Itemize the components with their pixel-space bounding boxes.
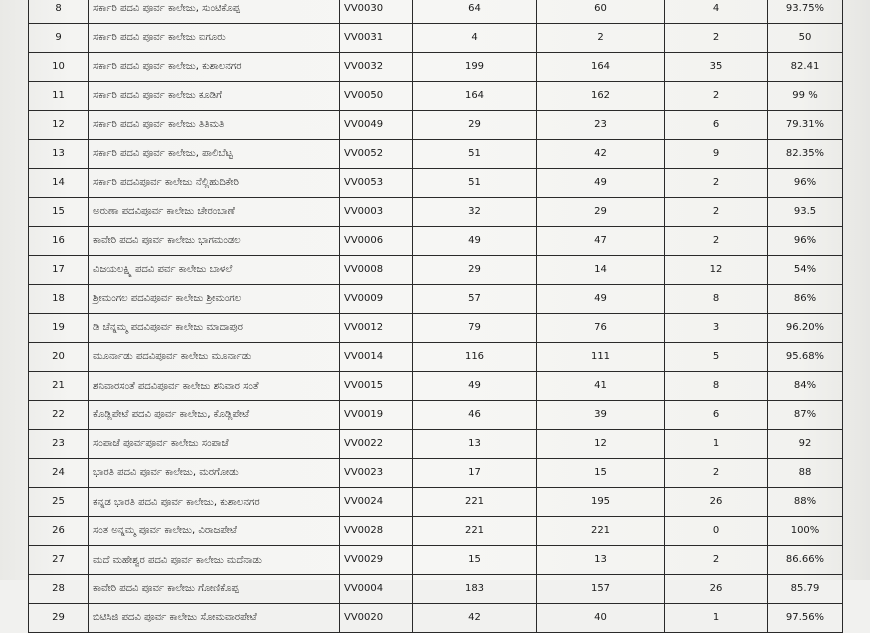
table-row	[29, 198, 843, 227]
serial-number-cell: 20	[29, 343, 89, 372]
college-name-cell: ಸಂಪಾಜೆ ಪೂರ್ವಪೂರ್ವ ಕಾಲೇಜು ಸಂಪಾಜೆ	[89, 430, 340, 459]
college-name-cell: ಸರ್ಕಾರಿ ಪದವಿಪೂರ್ವ ಕಾಲೇಜು ನೆಲ್ಲಿಹುದಿಕೇರಿ	[89, 169, 340, 198]
appeared-count-cell: 116	[413, 343, 537, 372]
results-table	[28, 0, 843, 633]
college-name-cell: ಭಾರತಿ ಪದವಿ ಪೂರ್ವ ಕಾಲೇಜು, ಮರಗೋಡು	[89, 459, 340, 488]
serial-number-cell: 24	[29, 459, 89, 488]
passed-count-cell: 47	[537, 227, 665, 256]
college-name-cell: ಕಾವೇರಿ ಪದವಿ ಪೂರ್ವ ಕಾಲೇಜು ಭಾಗಮಂಡಲ	[89, 227, 340, 256]
college-code-cell: VV0031	[340, 24, 413, 53]
passed-count-cell: 14	[537, 256, 665, 285]
failed-count-cell: 12	[665, 256, 768, 285]
serial-number-cell: 9	[29, 24, 89, 53]
college-name-cell: ಬಿಟಿಸಿಜಿ ಪದವಿ ಪೂರ್ವ ಕಾಲೇಜು ಸೋಮವಾರಪೇಟೆ	[89, 604, 340, 633]
college-name-cell: ಸಂತ ಅನ್ನಮ್ಮ ಪೂರ್ವ ಕಾಲೇಜು, ವಿರಾಜಪೇಟೆ	[89, 517, 340, 546]
table-row	[29, 227, 843, 256]
serial-number-cell: 11	[29, 82, 89, 111]
serial-number-cell: 13	[29, 140, 89, 169]
appeared-count-cell: 221	[413, 488, 537, 517]
appeared-count-cell: 57	[413, 285, 537, 314]
college-code-cell: VV0029	[340, 546, 413, 575]
pass-percentage-cell: 95.68%	[768, 343, 843, 372]
passed-count-cell: 157	[537, 575, 665, 604]
passed-count-cell: 39	[537, 401, 665, 430]
serial-number-cell: 21	[29, 372, 89, 401]
failed-count-cell: 6	[665, 401, 768, 430]
college-code-cell: VV0022	[340, 430, 413, 459]
table-row	[29, 372, 843, 401]
college-code-cell: VV0009	[340, 285, 413, 314]
college-name-cell: ಸರ್ಕಾರಿ ಪದವಿ ಪೂರ್ವ ಕಾಲೇಜು ಐಗೂರು	[89, 24, 340, 53]
pass-percentage-cell: 93.5	[768, 198, 843, 227]
college-name-cell: ಕಾವೇರಿ ಪದವಿ ಪೂರ್ವ ಕಾಲೇಜು ಗೋಣಿಕೊಪ್ಪ	[89, 575, 340, 604]
failed-count-cell: 6	[665, 111, 768, 140]
appeared-count-cell: 29	[413, 111, 537, 140]
pass-percentage-cell: 86.66%	[768, 546, 843, 575]
appeared-count-cell: 183	[413, 575, 537, 604]
college-name-cell: ಸರ್ಕಾರಿ ಪದವಿ ಪೂರ್ವ ಕಾಲೇಜು ತಿತಿಮತಿ	[89, 111, 340, 140]
passed-count-cell: 221	[537, 517, 665, 546]
pass-percentage-cell: 82.35%	[768, 140, 843, 169]
failed-count-cell: 2	[665, 227, 768, 256]
serial-number-cell: 18	[29, 285, 89, 314]
college-name-cell: ಶನಿವಾರಸಂತೆ ಪದವಿಪೂರ್ವ ಕಾಲೇಜು ಶನಿವಾರ ಸಂತೆ	[89, 372, 340, 401]
college-name-cell: ಸರ್ಕಾರಿ ಪದವಿ ಪೂರ್ವ ಕಾಲೇಜು, ಪಾಲಿಬೆಟ್ಟ	[89, 140, 340, 169]
failed-count-cell: 5	[665, 343, 768, 372]
appeared-count-cell: 42	[413, 604, 537, 633]
passed-count-cell: 40	[537, 604, 665, 633]
pass-percentage-cell: 100%	[768, 517, 843, 546]
appeared-count-cell: 164	[413, 82, 537, 111]
table-row	[29, 111, 843, 140]
appeared-count-cell: 221	[413, 517, 537, 546]
failed-count-cell: 4	[665, 0, 768, 24]
table-row	[29, 314, 843, 343]
failed-count-cell: 26	[665, 488, 768, 517]
college-code-cell: VV0008	[340, 256, 413, 285]
appeared-count-cell: 17	[413, 459, 537, 488]
pass-percentage-cell: 93.75%	[768, 0, 843, 24]
passed-count-cell: 49	[537, 285, 665, 314]
college-code-cell: VV0019	[340, 401, 413, 430]
college-name-cell: ವಿಜಯಲಕ್ಷ್ಮಿ ಪದವಿ ಪರ್ವ ಕಾಲೇಜು ಬಾಳಲೆ	[89, 256, 340, 285]
passed-count-cell: 29	[537, 198, 665, 227]
appeared-count-cell: 79	[413, 314, 537, 343]
college-code-cell: VV0028	[340, 517, 413, 546]
passed-count-cell: 162	[537, 82, 665, 111]
college-code-cell: VV0006	[340, 227, 413, 256]
college-code-cell: VV0003	[340, 198, 413, 227]
failed-count-cell: 1	[665, 430, 768, 459]
pass-percentage-cell: 87%	[768, 401, 843, 430]
appeared-count-cell: 32	[413, 198, 537, 227]
table-row	[29, 604, 843, 633]
pass-percentage-cell: 86%	[768, 285, 843, 314]
passed-count-cell: 76	[537, 314, 665, 343]
passed-count-cell: 49	[537, 169, 665, 198]
failed-count-cell: 35	[665, 53, 768, 82]
pass-percentage-cell: 54%	[768, 256, 843, 285]
failed-count-cell: 26	[665, 575, 768, 604]
table-row	[29, 459, 843, 488]
college-code-cell: VV0020	[340, 604, 413, 633]
serial-number-cell: 17	[29, 256, 89, 285]
failed-count-cell: 0	[665, 517, 768, 546]
college-name-cell: ಮೂರ್ನಾಡು ಪದವಿಪೂರ್ವ ಕಾಲೇಜು ಮೂರ್ನಾಡು	[89, 343, 340, 372]
failed-count-cell: 1	[665, 604, 768, 633]
table-row	[29, 0, 843, 24]
college-name-cell: ಅರುಣಾ ಪದವಿಪೂರ್ವ ಕಾಲೇಜು ಚೇರಂಬಾಣೆ	[89, 198, 340, 227]
pass-percentage-cell: 88%	[768, 488, 843, 517]
college-name-cell: ಸರ್ಕಾರಿ ಪದವಿ ಪೂರ್ವ ಕಾಲೇಜು, ಸುಂಟಿಕೊಪ್ಪ	[89, 0, 340, 24]
college-name-cell: ಮದೆ ಮಹೇಶ್ವರ ಪದವಿ ಪೂರ್ವ ಕಾಲೇಜು ಮದೆನಾಡು	[89, 546, 340, 575]
passed-count-cell: 12	[537, 430, 665, 459]
pass-percentage-cell: 96%	[768, 227, 843, 256]
table-row	[29, 140, 843, 169]
serial-number-cell: 10	[29, 53, 89, 82]
failed-count-cell: 8	[665, 285, 768, 314]
college-name-cell: ಸರ್ಕಾರಿ ಪದವಿ ಪೂರ್ವ ಕಾಲೇಜು ಕೂಡಿಗೆ	[89, 82, 340, 111]
appeared-count-cell: 15	[413, 546, 537, 575]
table-row	[29, 82, 843, 111]
passed-count-cell: 13	[537, 546, 665, 575]
table-row	[29, 488, 843, 517]
college-code-cell: VV0032	[340, 53, 413, 82]
passed-count-cell: 60	[537, 0, 665, 24]
college-code-cell: VV0053	[340, 169, 413, 198]
passed-count-cell: 23	[537, 111, 665, 140]
college-code-cell: VV0014	[340, 343, 413, 372]
appeared-count-cell: 49	[413, 227, 537, 256]
pass-percentage-cell: 82.41	[768, 53, 843, 82]
college-name-cell: ಕನ್ನಡ ಭಾರತಿ ಪದವಿ ಪೂರ್ವ ಕಾಲೇಜು, ಕುಶಾಲನಗರ	[89, 488, 340, 517]
results-table-body	[29, 0, 843, 633]
passed-count-cell: 15	[537, 459, 665, 488]
college-code-cell: VV0015	[340, 372, 413, 401]
table-row	[29, 546, 843, 575]
pass-percentage-cell: 84%	[768, 372, 843, 401]
table-row	[29, 575, 843, 604]
passed-count-cell: 2	[537, 24, 665, 53]
college-code-cell: VV0052	[340, 140, 413, 169]
table-row	[29, 430, 843, 459]
pass-percentage-cell: 96.20%	[768, 314, 843, 343]
serial-number-cell: 23	[29, 430, 89, 459]
serial-number-cell: 8	[29, 0, 89, 24]
college-name-cell: ಶ್ರೀಮಂಗಲ ಪದವಿಪೂರ್ವ ಕಾಲೇಜು ಶ್ರೀಮಂಗಲ	[89, 285, 340, 314]
table-row	[29, 53, 843, 82]
serial-number-cell: 28	[29, 575, 89, 604]
college-code-cell: VV0050	[340, 82, 413, 111]
table-row	[29, 517, 843, 546]
college-name-cell: ಡಿ ಚೆನ್ನಮ್ಮ ಪದವಿಪೂರ್ವ ಕಾಲೇಜು ಮಾದಾಪುರ	[89, 314, 340, 343]
college-code-cell: VV0049	[340, 111, 413, 140]
failed-count-cell: 2	[665, 169, 768, 198]
table-row	[29, 285, 843, 314]
passed-count-cell: 111	[537, 343, 665, 372]
table-row	[29, 256, 843, 285]
appeared-count-cell: 51	[413, 169, 537, 198]
appeared-count-cell: 13	[413, 430, 537, 459]
serial-number-cell: 19	[29, 314, 89, 343]
college-name-cell: ಸರ್ಕಾರಿ ಪದವಿ ಪೂರ್ವ ಕಾಲೇಜು, ಕುಶಾಲನಗರ	[89, 53, 340, 82]
pass-percentage-cell: 99 %	[768, 82, 843, 111]
serial-number-cell: 16	[29, 227, 89, 256]
serial-number-cell: 14	[29, 169, 89, 198]
failed-count-cell: 2	[665, 546, 768, 575]
pass-percentage-cell: 85.79	[768, 575, 843, 604]
failed-count-cell: 2	[665, 198, 768, 227]
failed-count-cell: 2	[665, 24, 768, 53]
failed-count-cell: 3	[665, 314, 768, 343]
passed-count-cell: 41	[537, 372, 665, 401]
college-code-cell: VV0030	[340, 0, 413, 24]
college-code-cell: VV0012	[340, 314, 413, 343]
table-row	[29, 24, 843, 53]
failed-count-cell: 2	[665, 459, 768, 488]
appeared-count-cell: 4	[413, 24, 537, 53]
passed-count-cell: 164	[537, 53, 665, 82]
passed-count-cell: 42	[537, 140, 665, 169]
serial-number-cell: 29	[29, 604, 89, 633]
pass-percentage-cell: 50	[768, 24, 843, 53]
table-row	[29, 401, 843, 430]
serial-number-cell: 15	[29, 198, 89, 227]
appeared-count-cell: 46	[413, 401, 537, 430]
appeared-count-cell: 49	[413, 372, 537, 401]
failed-count-cell: 2	[665, 82, 768, 111]
pass-percentage-cell: 96%	[768, 169, 843, 198]
serial-number-cell: 25	[29, 488, 89, 517]
college-code-cell: VV0023	[340, 459, 413, 488]
failed-count-cell: 8	[665, 372, 768, 401]
table-row	[29, 169, 843, 198]
appeared-count-cell: 29	[413, 256, 537, 285]
serial-number-cell: 26	[29, 517, 89, 546]
serial-number-cell: 27	[29, 546, 89, 575]
appeared-count-cell: 51	[413, 140, 537, 169]
pass-percentage-cell: 79.31%	[768, 111, 843, 140]
pass-percentage-cell: 92	[768, 430, 843, 459]
college-code-cell: VV0004	[340, 575, 413, 604]
serial-number-cell: 12	[29, 111, 89, 140]
college-code-cell: VV0024	[340, 488, 413, 517]
serial-number-cell: 22	[29, 401, 89, 430]
appeared-count-cell: 64	[413, 0, 537, 24]
college-name-cell: ಕೊಡ್ಲಿಪೇಟೆ ಪದವಿ ಪೂರ್ವ ಕಾಲೇಜು, ಕೊಡ್ಲಿಪೇಟೆ	[89, 401, 340, 430]
pass-percentage-cell: 97.56%	[768, 604, 843, 633]
appeared-count-cell: 199	[413, 53, 537, 82]
table-row	[29, 343, 843, 372]
pass-percentage-cell: 88	[768, 459, 843, 488]
failed-count-cell: 9	[665, 140, 768, 169]
passed-count-cell: 195	[537, 488, 665, 517]
